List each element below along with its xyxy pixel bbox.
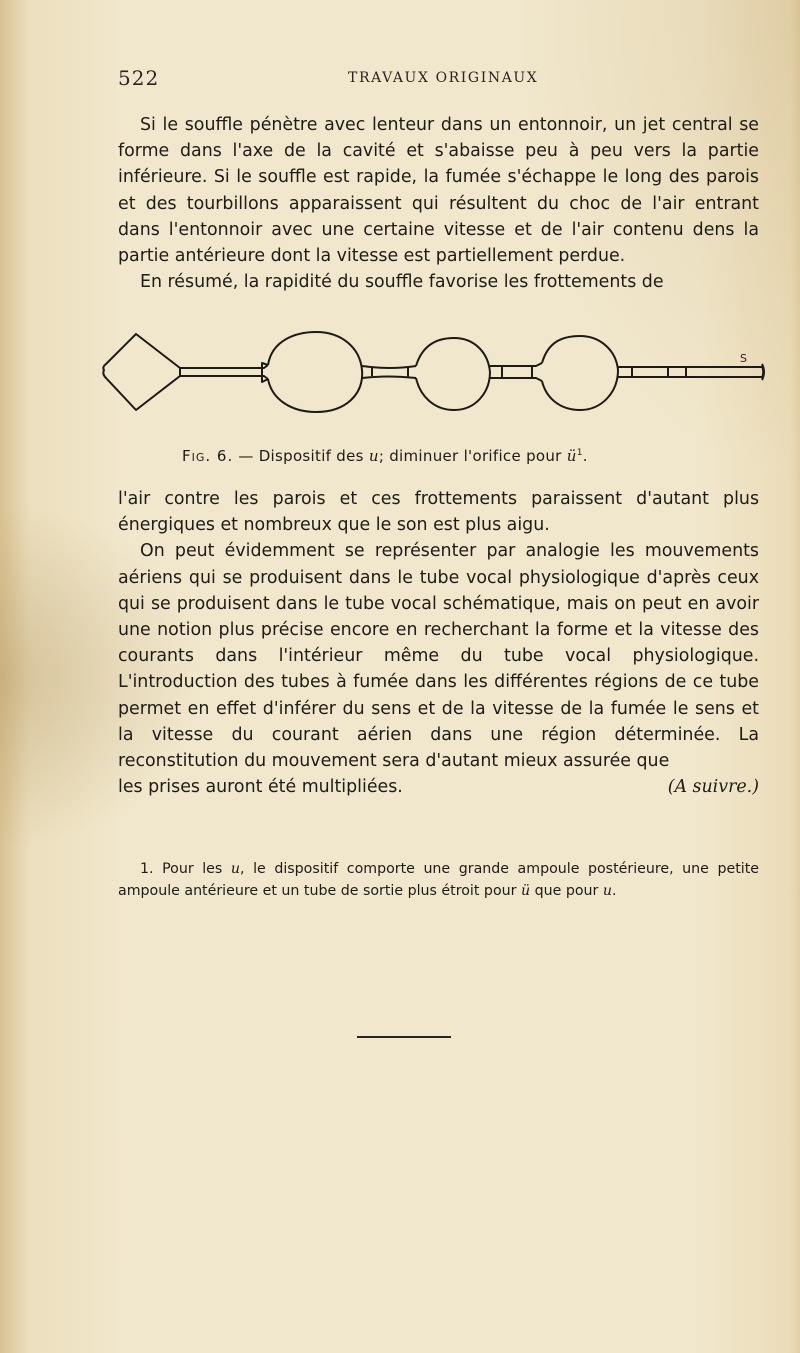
caption-label: Fig. 6. <box>182 447 234 465</box>
paragraph-3-last-line <box>118 774 759 800</box>
paragraph-2-continued: l'air contre les parois et ces frottements paraissent d'autant plus énergiques et nombreux que le son est plus aigu. <box>118 489 759 536</box>
footnote-u: u <box>230 861 241 877</box>
paragraph-3: On peut évidemment se représenter par analogie les mouvements aériens qui se produisent dans le tube vocal physiologique d'après ceux qui se produisent dans le tube vocal schématique, mais on peut en avoir une notion plus précise encore en recherchant la forme et la vitesse des courants dans l'intérieur même du tube vocal physiologique. L'introduction des tubes à fumée dans les différentes régions de ce tube permet en effet d'inférer du sens et de la vitesse de la fumée le sens et la vitesse du courant aérien dans une région déterminée. La reconstitution du mouvement sera d'autant mieux assurée que <box>118 541 759 772</box>
figure-caption <box>182 447 742 465</box>
caption-footnote-mark: 1 <box>576 448 583 458</box>
connecting-tube-1 <box>180 365 268 379</box>
caption-end: . <box>582 447 588 465</box>
exit-tube <box>618 367 762 377</box>
caption-u: u <box>368 447 379 465</box>
footnote <box>118 858 759 902</box>
footnote-number: 1. <box>140 861 154 877</box>
paragraph-1: Si le souffle pénètre avec lenteur dans un entonnoir, un jet central se forme dans l'axe de la cavité et s'abaisse peu à peu vers la partie inférieure. Si le souffle est rapide, la fumée s'échappe le long des parois et des tourbillons apparaissent qui résultent du choc de l'air entrant dans l'entonnoir avec une certaine vitesse et de l'air contenu dens la partie antérieure dont la vitesse est partiellement perdue. <box>118 115 759 267</box>
diamond-ampoule <box>103 334 180 410</box>
footnote-u-umlaut: ü <box>520 883 531 899</box>
figure-s-label: S <box>740 352 747 365</box>
large-ampoule <box>268 332 362 412</box>
figure-6 <box>96 330 776 420</box>
small-ampoule <box>416 338 490 410</box>
caption-text: — Dispositif des <box>238 447 369 465</box>
running-head: TRAVAUX ORIGINAUX <box>348 70 539 86</box>
text-block-top <box>118 112 759 295</box>
footnote-u-2: u <box>602 883 613 899</box>
footnote-text-c: que pour <box>530 883 603 899</box>
vocal-tube-apparatus-illustration <box>96 330 776 420</box>
paragraph-2-start: En résumé, la rapidité du souffle favorise les frottements de <box>140 272 664 293</box>
text-block-bottom <box>118 486 759 800</box>
footnote-text-d: . <box>612 883 617 899</box>
a-suivre: (A suivre.) <box>667 777 759 798</box>
paragraph-3-end: les prises auront été multipliées. <box>118 777 403 798</box>
footnote-text-b: , le dispositif comporte une grande ampoule postérieure, une petite ampoule antérieure et un tube de sortie plus étroit pour <box>118 861 759 899</box>
connecting-tube-3 <box>490 363 542 381</box>
page-header <box>118 66 758 94</box>
front-ampoule <box>542 336 618 410</box>
page-number: 522 <box>118 66 160 90</box>
end-rule <box>357 1036 451 1038</box>
caption-u-umlaut: ü <box>566 447 577 465</box>
footnote-1 <box>118 858 759 902</box>
caption-mid: ; diminuer l'orifice pour <box>378 447 567 465</box>
footnote-text-a: Pour les <box>153 861 231 877</box>
